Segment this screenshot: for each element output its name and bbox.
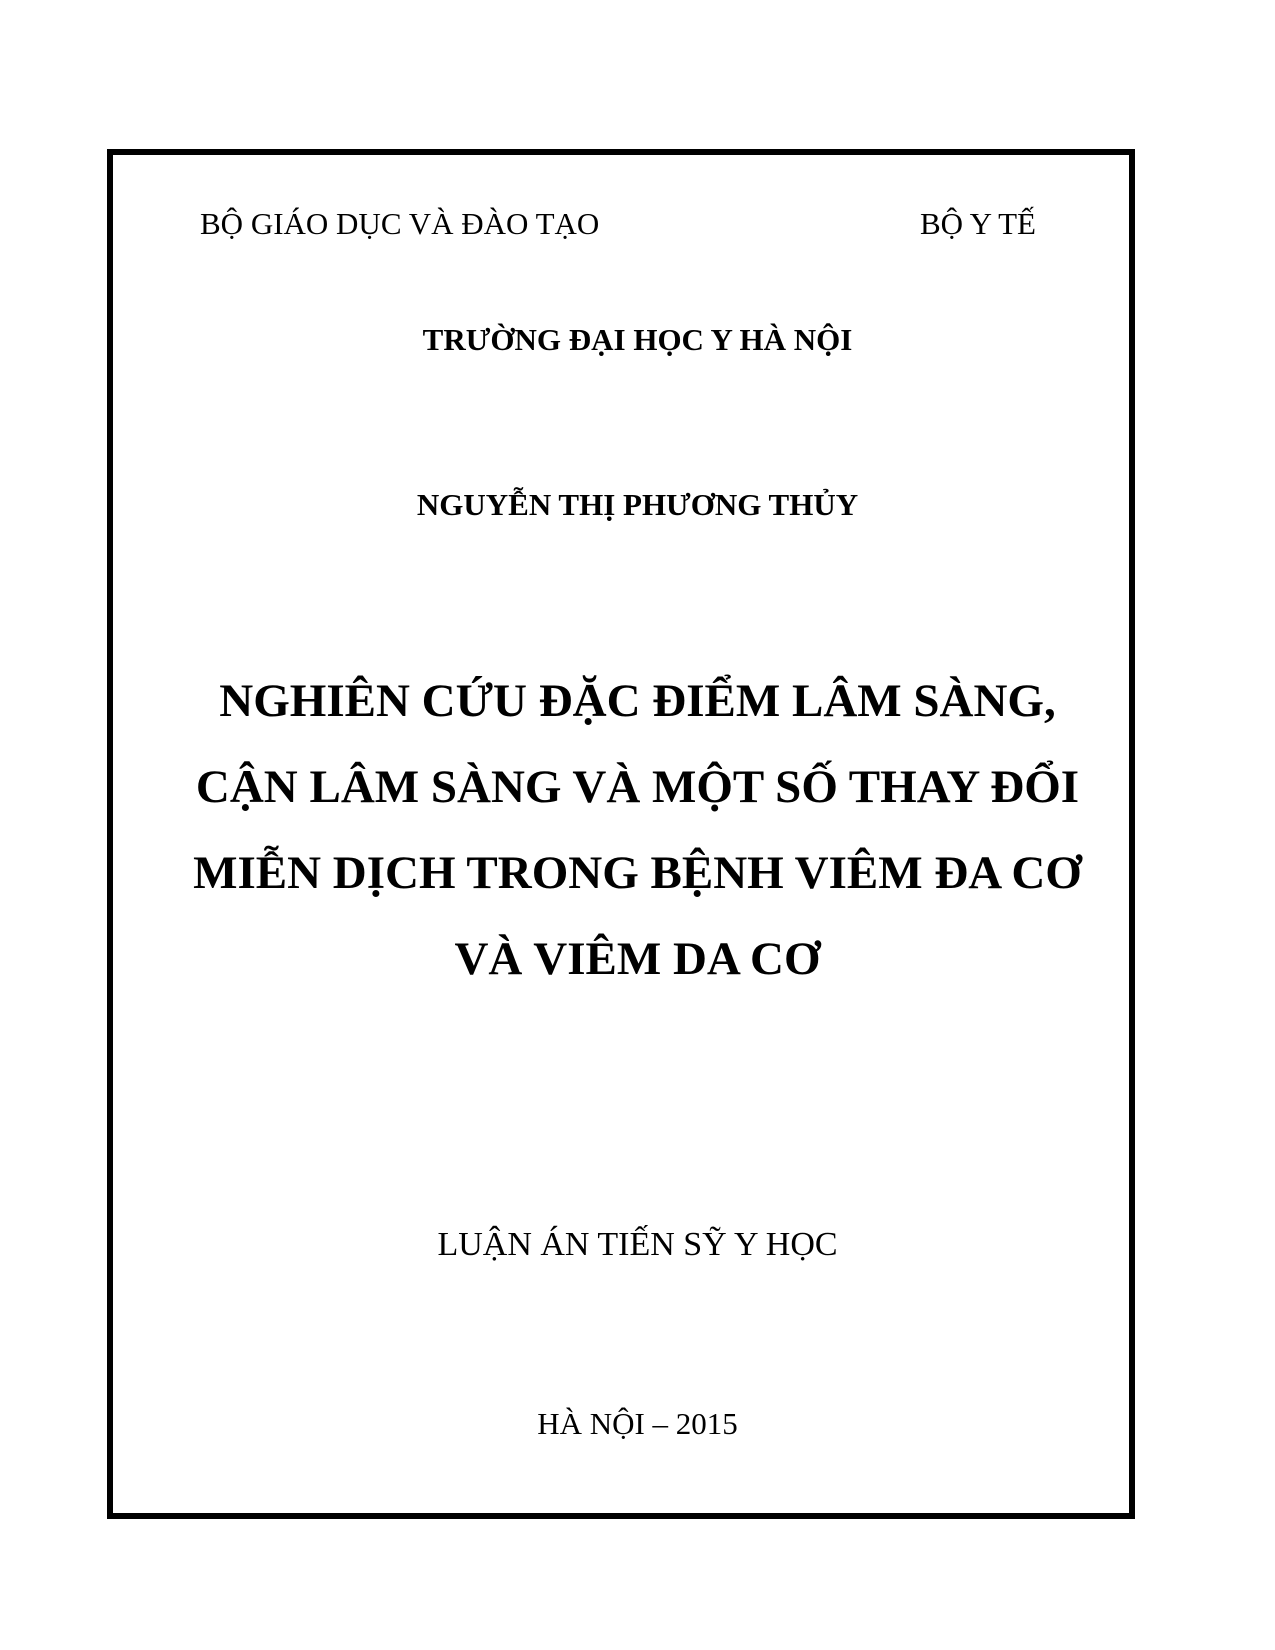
thesis-title-line: NGHIÊN CỨU ĐẶC ĐIỂM LÂM SÀNG, <box>219 675 1056 727</box>
ministry-of-health-label: BỘ Y TẾ <box>920 206 1036 241</box>
thesis-title-line: MIỄN DỊCH TRONG BỆNH VIÊM ĐA CƠ <box>193 847 1082 899</box>
university-name: TRƯỜNG ĐẠI HỌC Y HÀ NỘI <box>422 322 853 357</box>
thesis-title-line: VÀ VIÊM DA CƠ <box>454 933 821 985</box>
thesis-title-line: CẬN LÂM SÀNG VÀ MỘT SỐ THAY ĐỔI <box>195 761 1080 813</box>
author-name: NGUYỄN THỊ PHƯƠNG THỦY <box>416 487 859 522</box>
degree-type: LUẬN ÁN TIẾN SỸ Y HỌC <box>437 1226 838 1263</box>
thesis-title <box>0 658 1275 1002</box>
ministry-of-education-label: BỘ GIÁO DỤC VÀ ĐÀO TẠO <box>200 206 600 241</box>
place-and-year: HÀ NỘI – 2015 <box>537 1406 738 1441</box>
